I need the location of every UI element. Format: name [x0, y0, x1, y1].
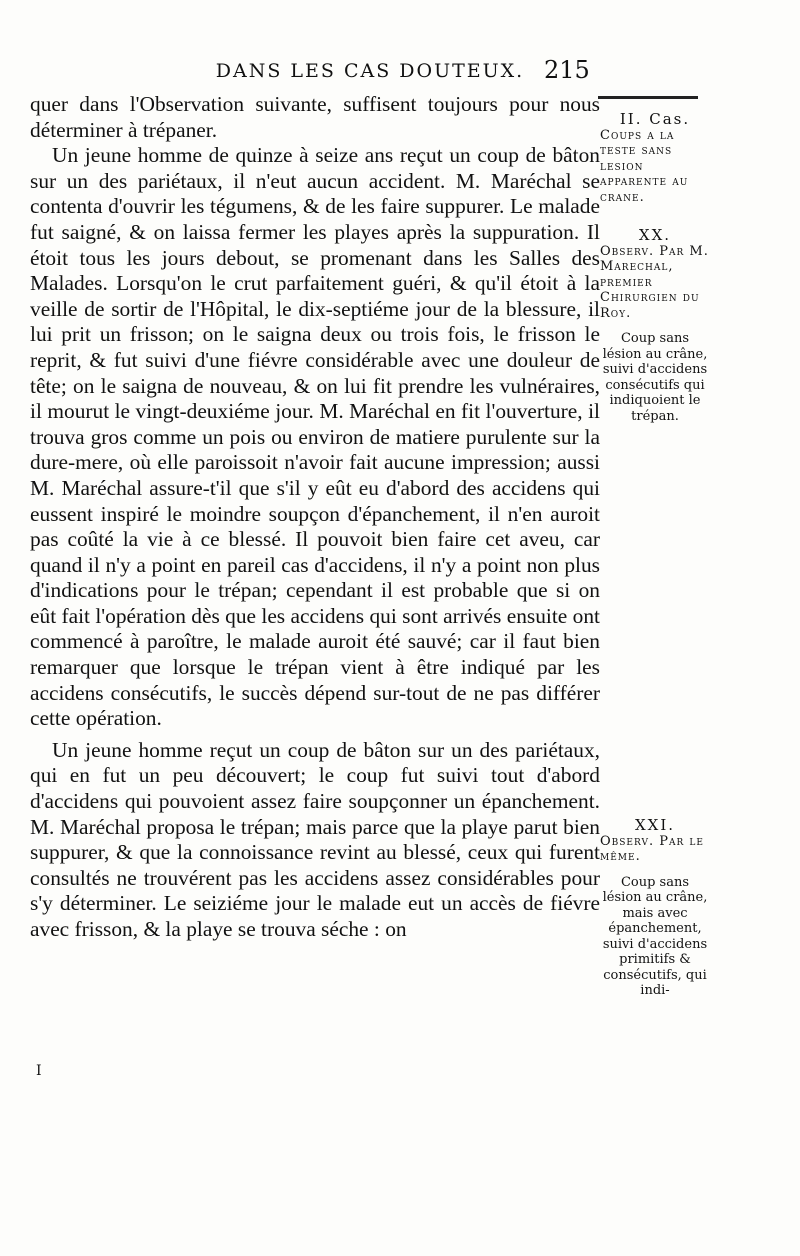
paragraph-2: Un jeune homme de quinze à seize ans reçut un coup de bâton sur un des pariétaux, il n'eut aucun accident. M. Maréchal se contenta d'ouvrir les tégumens, & de les faire suppurer. Le malade fut saigné, & on laissa fermer les playes après la suppuration. Il étoit tous les jours debout, se promenant dans les Salles des Malades. Lorsqu'on le crut parfaitement guéri, & qu'il étoit à la veille de sortir de l'Hôpital, le dix-septiéme jour de la blessure, il lui prit un frisson; on le saigna deux ou trois fois, le frisson le reprit, & fut suivi d'une fiévre considérable avec une douleur de tête; on le saigna de nouveau, & on lui fit prendre les vulnéraires, il mourut le vingt-deuxiéme jour. M. Maréchal en fit l'ouverture, il trouva gros comme un pois ou environ de matiere purulente sur la dure-mere, où elle paroissoit n'avoir fait aucune impression; aussi M. Maréchal assure-t'il que s'il y eût eu d'abord des accidens qui eussent inspiré le moindre soupçon d'épanchement, il n'en auroit pas coûté la vie à ce blessé. Il pouvoit bien faire cet aveu, car quand il n'y a point en pareil cas d'accidens, il n'y a point non plus d'indications pour le trépan; cependant il est probable que si on eût fait l'opération dès que les accidens qui sont arrivés ensuite ont commencé à paroître, le malade auroit été sauvé; car il faut bien remarquer que lorsque le trépan vient à être indiqué par les accidens consécutifs, le succès dépend sur-tout de ne pas différer cette opération.: [30, 143, 600, 731]
margin-rule: [598, 96, 698, 99]
main-text: [30, 92, 600, 943]
margin-note-obs-20: [600, 228, 710, 424]
obs-21-title: Observ. Par le même.: [600, 833, 704, 864]
obs-20-number: XX.: [638, 226, 672, 244]
page-number: 215: [544, 56, 590, 84]
obs-20-title: Observ. Par M. Marechal, premier Chirurgien du Roy.: [600, 243, 709, 321]
catchword: I: [36, 1063, 42, 1079]
paragraph-3: Un jeune homme reçut un coup de bâton sur un des pariétaux, qui en fut un peu découvert; le coup fut suivi tout d'abord d'accidens qui pouvoient assez faire soupçonner un épanchement. M. Maréchal proposa le trépan; mais parce que la playe parut bien suppurer, & que la connoissance revint au blessé, ceux qui furent consultés ne trouvérent pas les accidens assez considérables pour s'y déterminer. Le seiziéme jour le malade eut un accès de fiévre avec frisson, & la playe se trouva séche : on: [30, 737, 600, 941]
paragraph-1: quer dans l'Observation suivante, suffisent toujours pour nous déterminer à trépaner.: [30, 92, 600, 142]
case-title: Coups a la teste sans lesion apparente au crane.: [600, 127, 689, 205]
case-number: II. Cas.: [619, 110, 691, 128]
running-title: DANS LES CAS DOUTEUX.: [215, 60, 525, 82]
margin-note-case: [600, 112, 710, 205]
obs-21-note: Coup sans lésion au crâne, mais avec épanchement, suivi d'accidens primitifs & consécutifs, qui indi-: [602, 874, 708, 998]
obs-21-number: XXI.: [634, 816, 676, 834]
obs-20-note: Coup sans lésion au crâne, suivi d'accidens consécutifs qui indiquoient le trépan.: [602, 331, 708, 424]
margin-note-obs-21: [600, 818, 710, 999]
